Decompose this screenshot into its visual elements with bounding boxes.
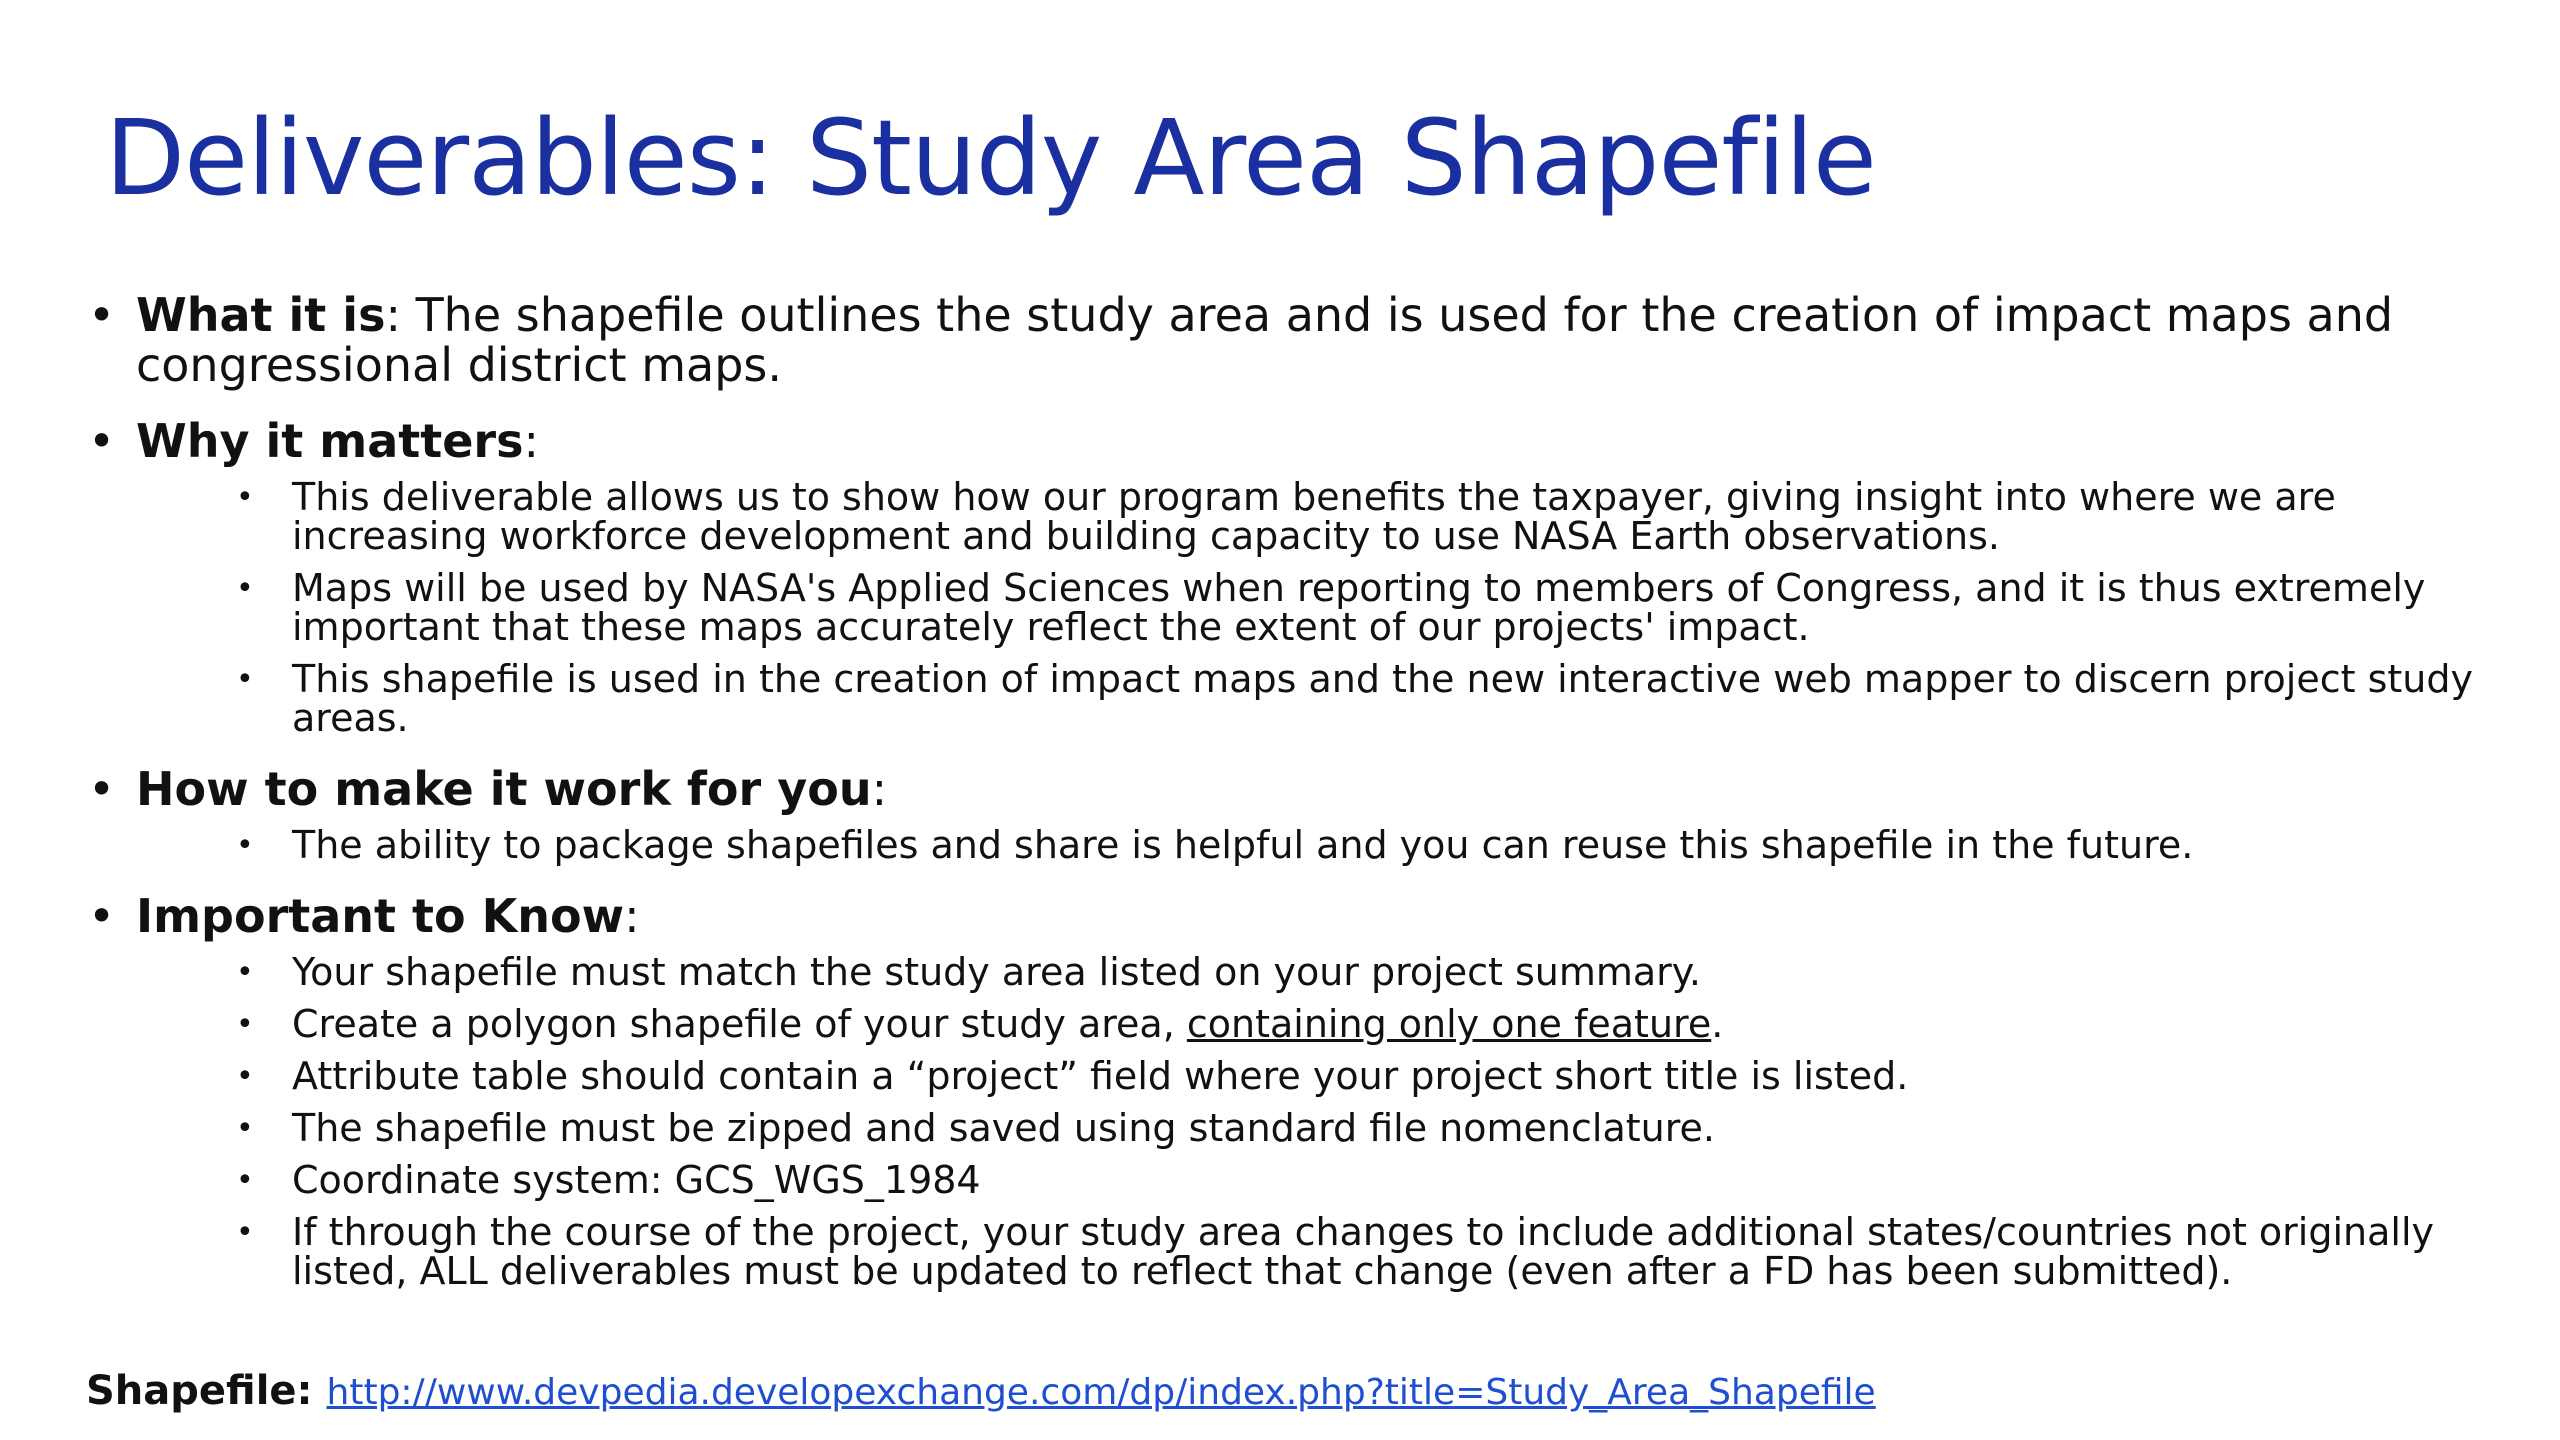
section-heading: Important to Know <box>136 889 625 943</box>
section-why-it-matters <box>80 416 2500 738</box>
sub-bullet-text-group <box>232 1002 2500 1046</box>
sub-bullet <box>136 1158 2500 1202</box>
bullet-icon: • <box>236 662 254 697</box>
sub-bullet-text: The shapefile must be zipped and saved using standard file nomenclature. <box>292 1106 1715 1150</box>
bullet-icon: • <box>236 1163 254 1198</box>
bullet-icon: • <box>236 1007 254 1042</box>
sub-bullet <box>136 566 2500 649</box>
bullet-icon: • <box>88 889 116 943</box>
section-heading: How to make it work for you <box>136 762 872 816</box>
sub-bullet-suffix: . <box>1711 1002 1724 1046</box>
sub-bullet-list <box>136 950 2500 1293</box>
section-text: : <box>523 414 539 468</box>
shapefile-link[interactable]: http://www.devpedia.developexchange.com/dp/index.php?title=Study_Area_Shapefile <box>326 1372 1876 1413</box>
section-text: : <box>624 889 640 943</box>
sub-bullet-text: Coordinate system: GCS_WGS_1984 <box>292 1158 981 1202</box>
sub-bullet-text: The ability to package shapefiles and share is helpful and you can reuse this shapefile in the future. <box>292 823 2194 867</box>
sub-bullet <box>136 823 2500 867</box>
section-important-to-know <box>80 891 2500 1291</box>
bullet-icon: • <box>236 480 254 515</box>
sub-bullet <box>136 475 2500 558</box>
section-what-it-is <box>80 290 2500 390</box>
footer-label: Shapefile: <box>86 1368 313 1414</box>
bullet-icon: • <box>88 762 116 816</box>
bullet-icon: • <box>88 414 116 468</box>
footer <box>86 1366 1876 1418</box>
sub-bullet-list <box>136 823 2500 867</box>
section-text: : <box>871 762 888 816</box>
sub-bullet <box>136 1210 2500 1293</box>
slide-title: Deliverables: Study Area Shapefile <box>105 97 1876 219</box>
bullet-icon: • <box>236 828 254 863</box>
sub-bullet <box>136 1106 2500 1150</box>
section-heading: Why it matters <box>136 414 524 468</box>
slide-body <box>80 290 2500 1317</box>
section-how-to-make-it-work <box>80 764 2500 865</box>
sub-bullet-text: This deliverable allows us to show how our program benefits the taxpayer, giving insight into where we are increasing workforce development and building capacity to use NASA Earth observations. <box>292 475 2336 558</box>
sub-bullet-text: This shapefile is used in the creation of impact maps and the new interactive web mapper to discern project study areas. <box>292 657 2473 740</box>
bullet-icon: • <box>236 1059 254 1094</box>
underlined-text: containing only one feature <box>1186 1002 1712 1046</box>
sub-bullet <box>136 1054 2500 1098</box>
sub-bullet-text: Create a polygon shapefile of your study area, <box>292 1002 1187 1046</box>
sub-bullet-text: Your shapefile must match the study area listed on your project summary. <box>292 950 1701 994</box>
bullet-icon: • <box>236 1215 254 1250</box>
sub-bullet <box>136 950 2500 994</box>
sub-bullet-text: Attribute table should contain a “project” field where your project short title is listed. <box>292 1054 1909 1098</box>
sub-bullet-text: Maps will be used by NASA's Applied Sciences when reporting to members of Congress, and it is thus extremely important that these maps accurately reflect the extent of our projects' impact. <box>292 566 2426 649</box>
bullet-icon: • <box>236 571 254 606</box>
sub-bullet-text: If through the course of the project, your study area changes to include additional states/countries not originally listed, ALL deliverables must be updated to reflect that change (even after a FD has been submitted). <box>292 1210 2435 1293</box>
sub-bullet <box>136 657 2500 740</box>
section-text: : The shapefile outlines the study area and is used for the creation of impact maps and congressional district maps. <box>136 288 2394 392</box>
bullet-icon: • <box>88 288 116 342</box>
bullet-icon: • <box>236 955 254 990</box>
sub-bullet-list <box>136 475 2500 740</box>
section-heading: What it is <box>136 288 386 342</box>
sub-bullet <box>136 1002 2500 1046</box>
bullet-icon: • <box>236 1111 254 1146</box>
main-bullet-list <box>80 290 2500 1291</box>
